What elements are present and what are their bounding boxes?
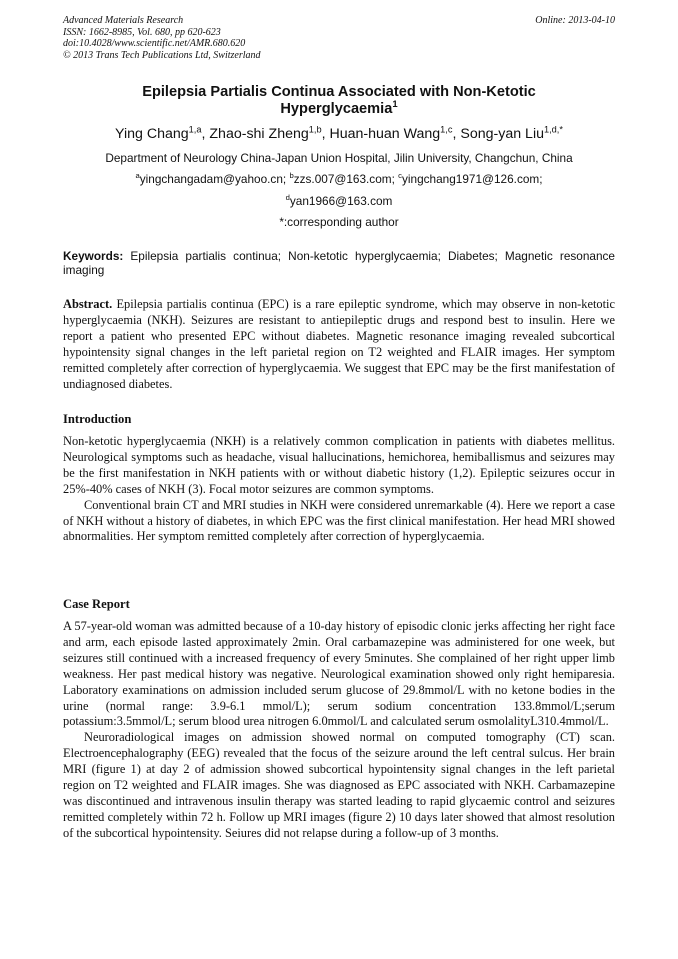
email-sup: b: [289, 171, 294, 181]
affiliation: Department of Neurology China-Japan Union Hospital, Jilin University, Changchun, China: [105, 151, 573, 165]
author-separator: ,: [201, 126, 210, 142]
copyright-line: © 2013 Trans Tech Publications Ltd, Switzerland: [63, 49, 261, 61]
author-name: Ying Chang: [115, 126, 189, 142]
email-line-2: [63, 194, 615, 208]
paragraph: Conventional brain CT and MRI studies in NKH were considered unremarkable (4). Here we report a case of NKH without a history of diabetes, in which EPC was the first clinical manifestation. Her head MRI showed abnormalities. Her symptom remitted completely after correction of hyperglycaemia.: [63, 497, 615, 544]
author-list: [63, 126, 615, 143]
title-line-2: [63, 101, 615, 118]
email-address: yingchang1971@126.com;: [401, 172, 543, 186]
email-address: yingchangadam@yahoo.cn;: [139, 172, 290, 186]
author-name: Song-yan Liu: [460, 126, 544, 142]
email-sup: c: [398, 171, 402, 181]
introduction-body: [63, 434, 615, 545]
author-separator: ,: [452, 126, 461, 142]
author-sup: 1,c: [440, 124, 453, 135]
online-date: Online: 2013-04-10: [535, 15, 615, 26]
paragraph: Non-ketotic hyperglycaemia (NKH) is a relatively common complication in patients with diabetes mellitus. Neurological symptoms such as headache, visual hallucinations, hemichorea, hemiballismus and seizures may be the first manifestation in NKH patients with or without diabetic history (1,2). Epileptic seizures occur in 25%-40% cases of NKH (3). Focal motor seizures are common symptoms.: [63, 434, 615, 496]
paper-title: [63, 84, 615, 118]
paragraph: A 57-year-old woman was admitted because of a 10-day history of episodic clonic jerks affecting her right face and arm, each episode lasted approximately 2min. Oral carbamazepine was administered for one week, but seizures still continued with a increased frequency of every 5minutes. She complained of her right upper limb weakness. Her past medical history was negative. Neurological examination showed only right hemiparesia. Laboratory examinations on admission included serum glucose of 29.8mmol/L with no ketone bodies in the urine (normal range: 3.9-6.1 mmol/L); serum sodium concentration 133.8mmol/L;serum potassium:3.5mmol/L; serum blood urea nitrogen 6.0mmol/L and calculated serum osmolalityL310.4mmol/L.: [63, 619, 615, 729]
email-line-1: [63, 172, 615, 186]
author-sup: 1,b: [308, 124, 322, 135]
keywords-block: [63, 249, 615, 277]
title-line-2-text: Hyperglycaemia: [280, 101, 393, 117]
author-3: [329, 126, 460, 142]
abstract-text: Epilepsia partialis continua (EPC) is a rare epileptic syndrome, which may observe in non-ketotic hyperglycaemia (NKH). Seizures are resistant to antiepileptic drugs and respond best to insulin. Here we report a patient who presented EPC without diabetes. Magnetic resonance imaging revealed subcortical hypointensity signal changes in the left parietal region on T2 weighted and FLAIR images. Her symptom remitted completely after correction of hyperglycaemia. We suggest that EPC may be the first manifestation of undiagnosed diabetes.: [63, 297, 615, 391]
abstract-block: [63, 297, 615, 392]
title-line-1: Epilepsia Partialis Continua Associated with Non-Ketotic: [142, 84, 536, 100]
author-separator: ,: [321, 126, 330, 142]
section-heading-case-report: Case Report: [63, 597, 130, 611]
journal-name: Advanced Materials Research: [63, 15, 184, 26]
author-sup: 1,d,*: [543, 124, 563, 135]
author-name: Zhao-shi Zheng: [209, 126, 309, 142]
email-address: yan1966@163.com: [289, 194, 393, 208]
corresponding-author-note: *:corresponding author: [279, 215, 399, 229]
author-2: [209, 126, 329, 142]
paragraph: Neuroradiological images on admission showed normal on computed tomography (CT) scan. Electroencephalography (EEG) revealed that the focus of the seizure around the left central sulcus. Her brain MRI (figure 1) at day 2 of admission showed subcortical hypointensity signal changes in the left parietal region on T2 weighted and FLAIR images. She was diagnosed as EPC associated with NKH. Carbamazepine was discontinued and intravenous insulin therapy was started leading to rapid glycaemic control and seizures remitted completely within 72 h. Follow up MRI images (figure 2) 10 days later showed that almost resolution of the subcortical hypointensity. Seiures did not relapse during a follow-up of 3 months.: [63, 730, 615, 840]
author-1: [115, 126, 209, 142]
author-sup: 1,a: [188, 124, 202, 135]
email-sup: d: [285, 193, 290, 203]
author-4: [460, 126, 563, 142]
title-footnote-mark: 1: [392, 99, 398, 111]
doi-line: doi:10.4028/www.scientific.net/AMR.680.620: [63, 38, 246, 49]
journal-header: [63, 15, 615, 61]
email-address: zzs.007@163.com;: [293, 172, 399, 186]
section-heading-introduction: Introduction: [63, 412, 132, 426]
keywords-label: Keywords:: [63, 249, 124, 263]
issn-line: ISSN: 1662-8985, Vol. 680, pp 620-623: [63, 26, 221, 38]
case-report-body: [63, 619, 615, 842]
email-sup: a: [135, 171, 140, 181]
keywords-text: Epilepsia partialis continua; Non-ketotic hyperglycaemia; Diabetes; Magnetic resonance imaging: [63, 249, 615, 277]
abstract-label: Abstract.: [63, 297, 113, 311]
author-name: Huan-huan Wang: [329, 126, 441, 142]
